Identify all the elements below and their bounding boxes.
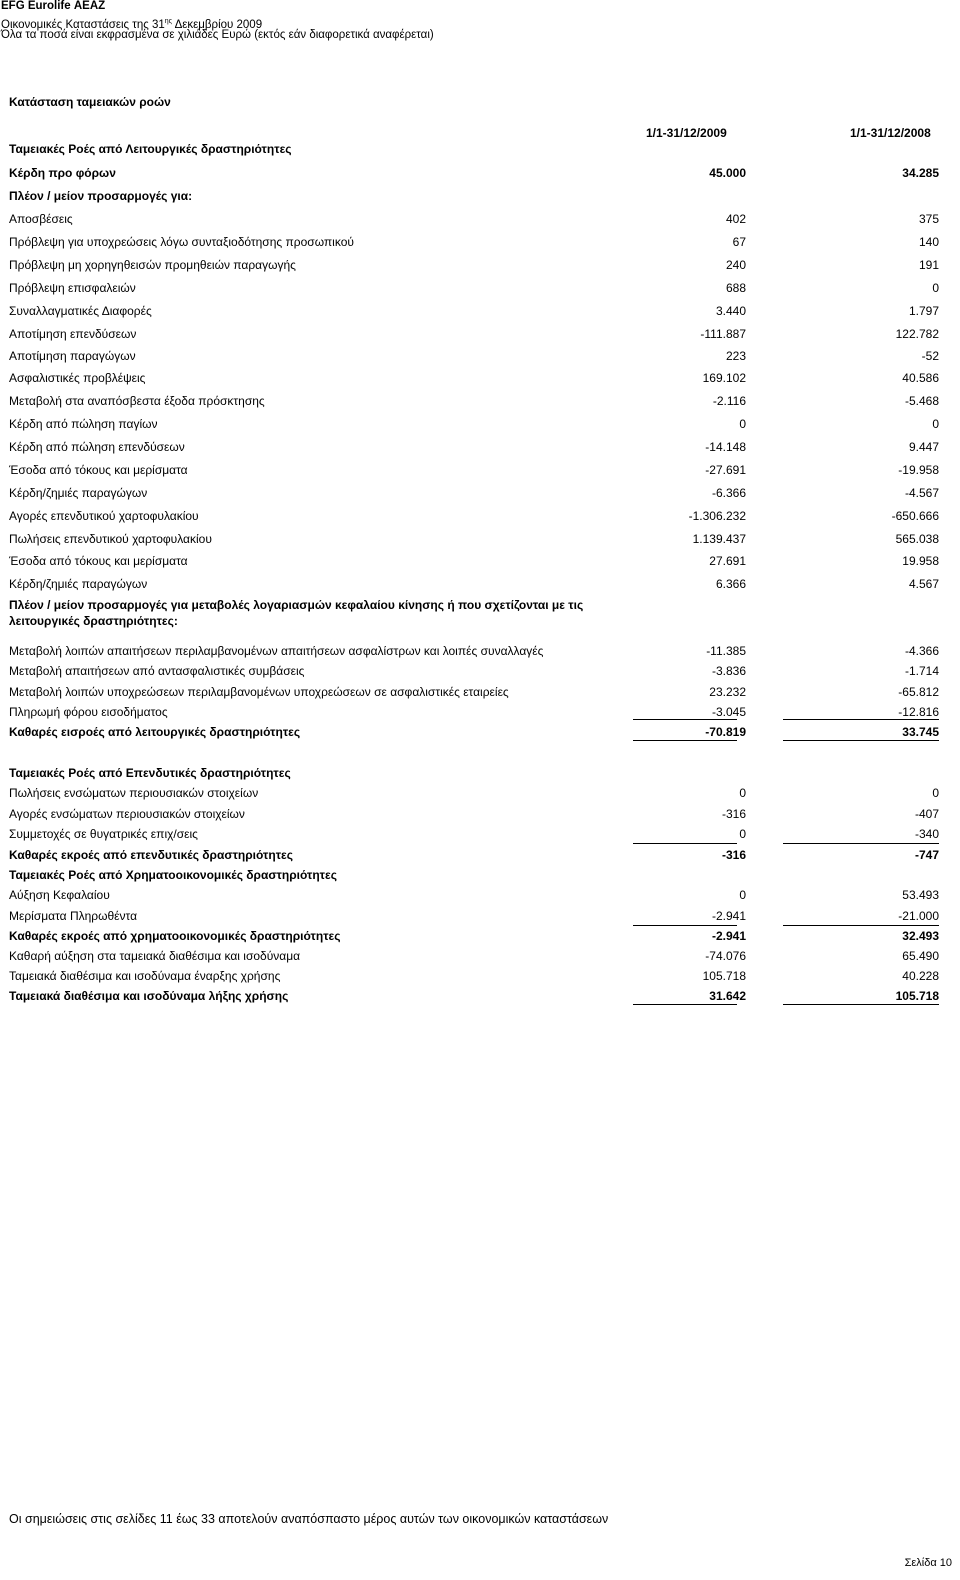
value-2008: -5.468: [904, 394, 939, 408]
row-label: Πρόβλεψη επισφαλειών: [9, 281, 136, 295]
value-2009: -3.045: [711, 705, 746, 719]
value-2008: -1.714: [904, 664, 939, 678]
table-row: [9, 865, 939, 885]
subtotal-line-2008: [783, 925, 939, 926]
value-2008: -407: [914, 807, 939, 821]
value-2008: 65.490: [902, 949, 939, 963]
value-2009: 402: [725, 212, 746, 226]
table-row: [9, 845, 939, 865]
value-2009: 0: [739, 888, 746, 902]
value-2009: 169.102: [702, 371, 746, 385]
table-row: [9, 682, 939, 702]
value-2009: 1.139.437: [692, 532, 746, 546]
value-2009: 0: [739, 786, 746, 800]
table-row: [9, 255, 939, 275]
row-label: Κέρδη από πώληση παγίων: [9, 417, 158, 431]
value-2009: -316: [721, 848, 746, 862]
row-label: Πλέον / μείον προσαρμογές για μεταβολές λογαριασμών κεφαλαίου κίνησης ή που σχετίζονται με τις λειτουργικές δραστηριότητες:: [9, 598, 584, 628]
table-row: [9, 783, 939, 803]
subtotal-line-2008: [783, 843, 939, 844]
value-2008: -747: [914, 848, 939, 862]
value-2009: 6.366: [715, 577, 746, 591]
row-label: Πλέον / μείον προσαρμογές για:: [9, 189, 193, 203]
value-2008: -19.958: [898, 463, 939, 477]
value-2008: 53.493: [902, 888, 939, 902]
value-2008: 40.586: [902, 371, 939, 385]
value-2008: -4.567: [904, 486, 939, 500]
row-label: Αγορές επενδυτικού χαρτοφυλακίου: [9, 509, 199, 523]
value-2008: 375: [918, 212, 939, 226]
value-2008: 4.567: [908, 577, 939, 591]
value-2009: 105.718: [702, 969, 746, 983]
row-label: Μεταβολή λοιπών υποχρεώσεων περιλαμβανομένων υποχρεώσεων σε ασφαλιστικές εταιρείες: [9, 685, 509, 699]
value-2008: 191: [918, 258, 939, 272]
table-row: [9, 986, 939, 1006]
value-2009: 67: [732, 235, 746, 249]
row-label: Κέρδη προ φόρων: [9, 166, 116, 180]
table-row: [9, 346, 939, 366]
footer-note: Οι σημειώσεις στις σελίδες 11 έως 33 αποτελούν αναπόσπαστο μέρος αυτών των οικονομικών καταστάσεων: [9, 1512, 609, 1526]
value-2009: -2.941: [711, 929, 746, 943]
value-2009: 0: [739, 827, 746, 841]
row-label: Συμμετοχές σε θυγατρικές επιχ/σεις: [9, 827, 198, 841]
value-2009: -70.819: [705, 725, 746, 739]
table-row: [9, 232, 939, 252]
company-name: EFG Eurolife ΑΕΑΖ: [1, 0, 106, 12]
row-label: Ταμειακές Ροές από Επενδυτικές δραστηριότητες: [9, 766, 291, 780]
row-label: Κέρδη/ζημιές παραγώγων: [9, 486, 148, 500]
column-header-2008: 1/1-31/12/2008: [850, 126, 931, 140]
value-2008: 1.797: [908, 304, 939, 318]
table-row: [9, 483, 939, 503]
row-label: Ταμειακές Ροές από Λειτουργικές δραστηριότητες: [9, 142, 292, 156]
row-label: Πληρωμή φόρου εισοδήματος: [9, 705, 168, 719]
table-row: [9, 824, 939, 844]
value-2009: -316: [721, 807, 746, 821]
row-label: Έσοδα από τόκους και μερίσματα: [9, 554, 188, 568]
table-row: [9, 391, 939, 411]
value-2008: -340: [914, 827, 939, 841]
row-label: Πωλήσεις ενσώματων περιουσιακών στοιχείων: [9, 786, 259, 800]
table-row: [9, 324, 939, 344]
row-label: Πρόβλεψη για υποχρεώσεις λόγω συνταξιοδότησης προσωπικού: [9, 235, 354, 249]
value-2008: 105.718: [895, 989, 939, 1003]
value-2008: -65.812: [898, 685, 939, 699]
table-row: [9, 186, 939, 206]
statement-title: Κατάσταση ταμειακών ροών: [9, 95, 171, 109]
value-2008: 40.228: [902, 969, 939, 983]
table-row: [9, 594, 939, 628]
total-line-2009: [633, 740, 737, 741]
value-2009: 23.232: [709, 685, 746, 699]
value-2009: -74.076: [705, 949, 746, 963]
value-2008: 140: [918, 235, 939, 249]
table-row: [9, 661, 939, 681]
value-2009: 688: [725, 281, 746, 295]
value-2008: 19.958: [902, 554, 939, 568]
value-2009: -6.366: [711, 486, 746, 500]
table-row: [9, 301, 939, 321]
value-2008: -52: [921, 349, 939, 363]
value-2008: 32.493: [902, 929, 939, 943]
value-2009: 223: [725, 349, 746, 363]
table-row: [9, 885, 939, 905]
row-label: Καθαρές εισροές από λειτουργικές δραστηριότητες: [9, 725, 301, 739]
value-2008: -12.816: [898, 705, 939, 719]
value-2008: -21.000: [898, 909, 939, 923]
value-2009: -27.691: [705, 463, 746, 477]
value-2009: -111.887: [700, 327, 746, 341]
row-label: Μερίσματα Πληρωθέντα: [9, 909, 138, 923]
value-2009: -1.306.232: [688, 509, 746, 523]
table-row: [9, 460, 939, 480]
value-2009: -11.385: [706, 644, 746, 658]
table-row: [9, 804, 939, 824]
value-2008: 122.782: [895, 327, 939, 341]
table-row: [9, 763, 939, 783]
row-label: Καθαρές εκροές από χρηματοοικονομικές δραστηριότητες: [9, 929, 341, 943]
row-label: Αύξηση Κεφαλαίου: [9, 888, 110, 902]
table-row: [9, 906, 939, 926]
subtotal-line-2009: [633, 843, 737, 844]
table-row: [9, 278, 939, 298]
row-label: Ασφαλιστικές προβλέψεις: [9, 371, 146, 385]
table-row: [9, 437, 939, 457]
value-2008: 0: [932, 417, 939, 431]
value-2009: -2.116: [712, 394, 746, 408]
table-row: [9, 368, 939, 388]
subtotal-line-2009: [633, 925, 737, 926]
value-2009: 0: [739, 417, 746, 431]
row-label: Αγορές ενσώματων περιουσιακών στοιχείων: [9, 807, 245, 821]
row-label: Κέρδη/ζημιές παραγώγων: [9, 577, 148, 591]
value-2008: -650.666: [891, 509, 939, 523]
row-label: Μεταβολή στα αναπόσβεστα έξοδα πρόσκτησης: [9, 394, 265, 408]
value-2009: 27.691: [709, 554, 746, 568]
row-label: Πωλήσεις επενδυτικού χαρτοφυλακίου: [9, 532, 212, 546]
subtotal-line-2009: [633, 719, 737, 720]
value-2009: -3.836: [711, 664, 746, 678]
table-row: [9, 529, 939, 549]
row-label: Μεταβολή λοιπών απαιτήσεων περιλαμβανομένων απαιτήσεων ασφαλίστρων και λοιπές συναλλαγές: [9, 644, 544, 658]
total-line-2008: [783, 740, 939, 741]
table-row: [9, 946, 939, 966]
value-2008: 33.745: [902, 725, 939, 739]
row-label: Αποσβέσεις: [9, 212, 73, 226]
row-label: Συναλλαγματικές Διαφορές: [9, 304, 152, 318]
row-label: Αποτίμηση παραγώγων: [9, 349, 136, 363]
value-2008: 9.447: [908, 440, 939, 454]
value-2008: 34.285: [902, 166, 939, 180]
table-row: [9, 551, 939, 571]
value-2009: 31.642: [709, 989, 746, 1003]
value-2009: 240: [725, 258, 746, 272]
row-label: Πρόβλεψη μη χορηγηθεισών προμηθειών παραγωγής: [9, 258, 296, 272]
table-row: [9, 209, 939, 229]
total-line-2008: [783, 1004, 939, 1005]
value-2009: -2.941: [711, 909, 746, 923]
value-2009: -14.148: [705, 440, 746, 454]
row-label: Αποτίμηση επενδύσεων: [9, 327, 137, 341]
table-row: [9, 641, 939, 661]
table-row: [9, 414, 939, 434]
table-row: [9, 506, 939, 526]
value-2009: 45.000: [709, 166, 746, 180]
value-2008: 0: [932, 281, 939, 295]
currency-note: Όλα τα ποσά είναι εκφρασμένα σε χιλιάδες Ευρώ (εκτός εάν διαφορετικά αναφέρεται): [1, 29, 434, 41]
row-label: Μεταβολή απαιτήσεων από αντασφαλιστικές συμβάσεις: [9, 664, 305, 678]
row-label: Ταμειακά διαθέσιμα και ισοδύναμα λήξης χρήσης: [9, 989, 289, 1003]
page-number: Σελίδα 10: [904, 1557, 952, 1569]
row-label: Έσοδα από τόκους και μερίσματα: [9, 463, 188, 477]
table-row: [9, 574, 939, 594]
total-line-2009: [633, 1004, 737, 1005]
column-header-2009: 1/1-31/12/2009: [646, 126, 727, 140]
value-2008: 0: [932, 786, 939, 800]
table-row: [9, 966, 939, 986]
row-label: Καθαρές εκροές από επενδυτικές δραστηριότητες: [9, 848, 293, 862]
row-label: Καθαρή αύξηση στα ταμειακά διαθέσιμα και ισοδύναμα: [9, 949, 301, 963]
subtotal-line-2008: [783, 719, 939, 720]
row-label: Ταμειακά διαθέσιμα και ισοδύναμα έναρξης χρήσης: [9, 969, 281, 983]
row-label: Κέρδη από πώληση επενδύσεων: [9, 440, 185, 454]
value-2009: 3.440: [715, 304, 746, 318]
table-row: [9, 139, 939, 159]
table-row: [9, 722, 939, 742]
table-row: [9, 926, 939, 946]
report-subtitle: Οικονομικές Καταστάσεις της $31^{\eta\varsigma}$ Δεκεμβρίου 2009: [1, 18, 263, 31]
value-2008: 565.038: [895, 532, 939, 546]
table-row: [9, 163, 939, 183]
row-label: Ταμειακές Ροές από Χρηματοοικονομικές δραστηριότητες: [9, 868, 337, 882]
value-2008: -4.366: [904, 644, 939, 658]
